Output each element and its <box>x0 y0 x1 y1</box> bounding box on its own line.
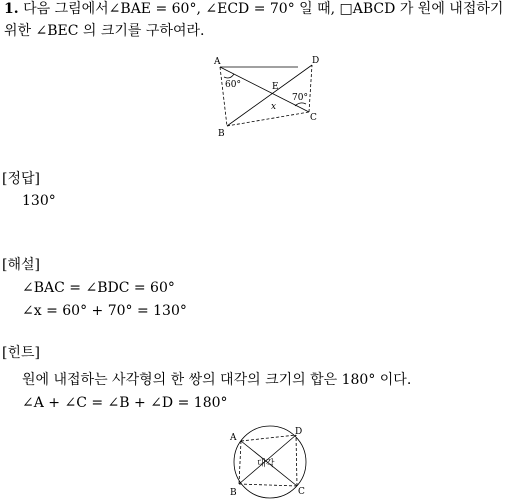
answer-value: 130° <box>22 193 56 209</box>
explanation-heading: [해설] <box>2 257 40 273</box>
explanation-line-2: ∠x = 60° + 70° = 130° <box>22 303 187 319</box>
problem-number: 1. <box>4 1 19 17</box>
hint-label-c: C <box>298 487 305 497</box>
angle-x-label: x <box>271 102 277 112</box>
edge-cd <box>309 65 312 112</box>
label-d: D <box>312 56 320 66</box>
hint-edge-ad <box>241 435 296 441</box>
hint-edge-bc <box>239 484 297 486</box>
hint-label-b: B <box>230 488 237 498</box>
hint-label-d: D <box>295 427 303 437</box>
problem-line-1 <box>4 0 503 18</box>
explanation-line-1: ∠BAC = ∠BDC = 60° <box>22 280 175 296</box>
label-e: E <box>272 82 279 92</box>
problem-text-1: 다음 그림에서∠BAE = 60°, ∠ECD = 70° 일 때, □ABCD 가 원에 내접하기 <box>23 1 504 17</box>
angle-a-label: 60° <box>225 80 241 90</box>
hint-center-label: 대각 <box>257 459 275 469</box>
hint-figure <box>220 424 320 502</box>
label-b: B <box>218 129 225 139</box>
edge-ab <box>220 67 227 126</box>
hint-edge-cd <box>296 435 297 486</box>
angle-a-arc <box>224 74 234 78</box>
answer-heading: [정답] <box>2 171 40 187</box>
hint-heading: [힌트] <box>2 345 40 361</box>
edge-bc <box>227 112 309 126</box>
hint-line-2: ∠A + ∠C = ∠B + ∠D = 180° <box>22 395 228 411</box>
hint-edge-ab <box>239 441 241 484</box>
label-a: A <box>214 57 221 67</box>
hint-line-1: 원에 내접하는 사각형의 한 쌍의 대각의 크기의 합은 180° 이다. <box>22 372 412 388</box>
hint-label-a: A <box>230 433 237 443</box>
problem-figure <box>200 52 340 140</box>
angle-c-label: 70° <box>292 93 308 103</box>
label-c: C <box>310 113 317 123</box>
problem-text-2: 위한 ∠BEC 의 크기를 구하여라. <box>4 23 205 39</box>
